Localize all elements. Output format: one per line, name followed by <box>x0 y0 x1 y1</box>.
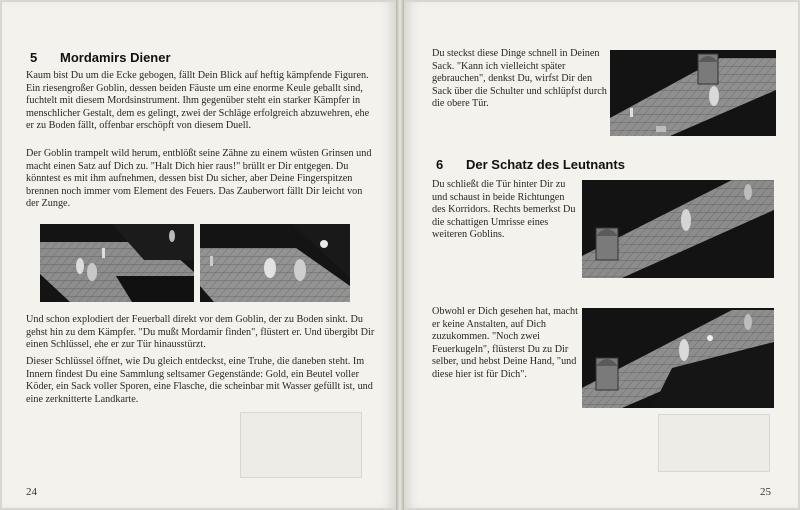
screenshot-goblin-fight <box>40 224 194 302</box>
paragraph: Dieser Schlüssel öffnet, wie Du gleich entdeckst, eine Truhe, die daneben steht. Im Innern findest Du eine Sammlung seltsamer Gegenstände: Gold, ein Beutel voller Köder, ein Sack voller Sporen, eine Flasche, die scheinbar mit Wasser gefüllt ist, und eine zerknitterte Landkarte. <box>26 356 373 405</box>
section-heading-5 <box>30 50 171 65</box>
screenshot-corridor-goblin <box>582 180 774 278</box>
left-page <box>2 2 396 508</box>
paragraph: Du schließt die Tür hinter Dir zu und schaust in beide Richtungen des Korridors. Rechts bemerkst Du die schattigen Umrisse eines weiteren Goblins. <box>432 179 576 241</box>
section-title: Mordamirs Diener <box>60 50 171 65</box>
page-number-left: 24 <box>26 486 37 498</box>
section-heading-6 <box>436 157 625 172</box>
bleed-through-shadow <box>658 414 770 472</box>
section-number: 5 <box>30 50 38 65</box>
book-spine <box>396 0 404 510</box>
paragraph: Obwohl er Dich gesehen hat, macht er keine Anstalten, auf Dich zuzukommen. "Noch zwei Feuerkugeln", flüsterst Du zu Dir selber, und hebst Deine Hand, "und diese hier ist für Dich". <box>432 306 578 380</box>
paragraph: Kaum bist Du um die Ecke gebogen, fällt Dein Blick auf heftig kämpfende Figuren. Ein riesengroßer Goblin, dessen beiden Fäuste um eine enorme Keule geballt sind, fuchtelt mit diesem Mordsinstrument. Ihm gegenüber steht ein starker Kämpfer in menschlicher Gestalt, dem es gelingt, zwei der Schläge erfolgreich abzuwehren, ehe er zu Boden fällt, offenbar erschöpft von diesem Duell. <box>26 70 370 132</box>
section-title: Der Schatz des Leutnants <box>466 157 625 172</box>
screenshot-upper-door <box>610 50 776 136</box>
right-page <box>404 2 798 508</box>
section-number: 6 <box>436 157 444 172</box>
page-number-right: 25 <box>760 486 771 498</box>
paragraph: Der Goblin trampelt wild herum, entblößt seine Zähne zu einem wüsten Grinsen und macht einen Satz auf Dich zu. "Halt Dich hier raus!" brüllt er Dir entgegen. Du könntest es mit ihm aufnehmen, dessen bist Du sicher, aber Deine Fingerspitzen brennen noch immer vom Element des Feuers. Das Zauberwort fällt Dir leicht von der Zunge. <box>26 148 372 210</box>
screenshot-second-fireball <box>582 308 774 408</box>
paragraph: Du steckst diese Dinge schnell in Deinen Sack. "Kann ich vielleicht später gebrauchen", denkst Du, wirfst Dir den Sack über die Schulter und schlüpfst durch die obere Tür. <box>432 48 607 110</box>
screenshot-fireball <box>200 224 350 302</box>
bleed-through-shadow <box>240 412 362 478</box>
paragraph: Und schon explodiert der Feuerball direkt vor dem Goblin, der zu Boden sinkt. Du gehst hin zu dem Kämpfer. "Du mußt Mordamir finden", flüstert er. Und übergibt Dir einen Schlüssel, ehe er zur Tür hinausstürzt. <box>26 314 375 351</box>
